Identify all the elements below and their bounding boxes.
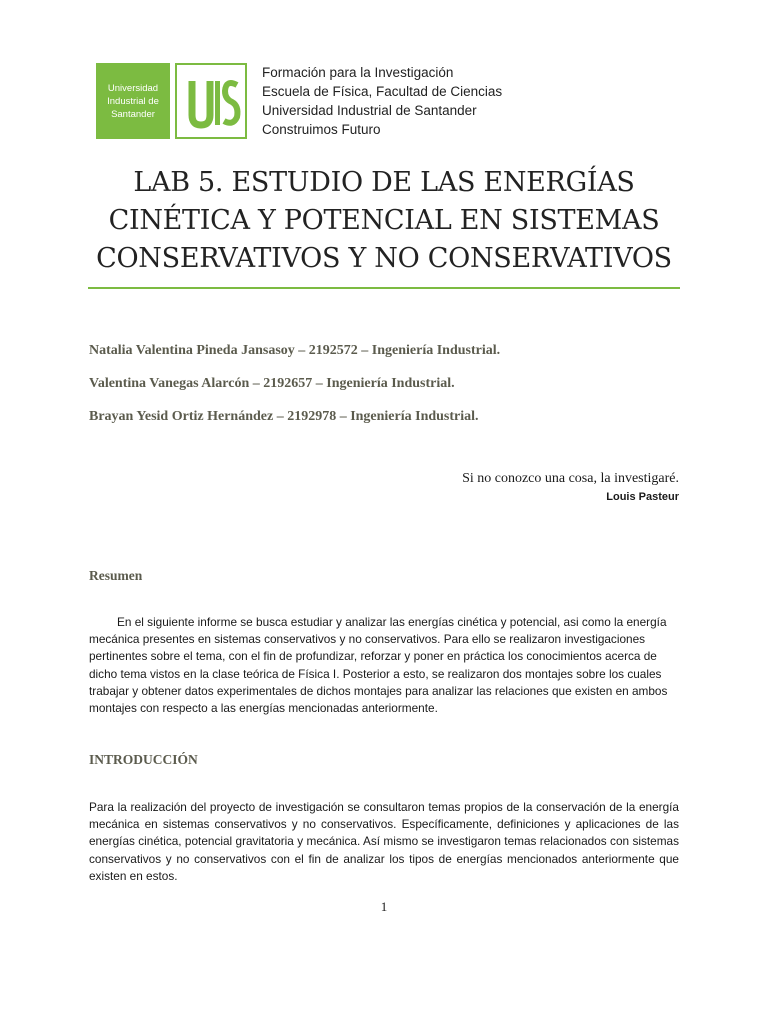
resumen-heading: Resumen <box>89 568 143 583</box>
introduccion-heading: INTRODUCCIÓN <box>89 752 198 767</box>
quote-author: Louis Pasteur <box>606 491 679 503</box>
title-divider <box>88 287 680 289</box>
header-line-2: Escuela de Física, Facultad de Ciencias <box>262 84 503 99</box>
header-line-3: Universidad Industrial de Santander <box>262 103 477 118</box>
author-3: Brayan Yesid Ortiz Hernández – 2192978 – Ingeniería Industrial. <box>89 409 479 424</box>
document-title <box>88 164 680 278</box>
introduccion-paragraph: Para la realización del proyecto de investigación se consultaron temas propios de la conservación de la energía mecánica en sistemas conservativos y no conservativos. Específicamente, definiciones y aplicaciones de las energías cinética, potencial gravitatoria y mecánica. Así mismo se investigaron temas relacionados con sistemas conservativos y no conservativos con el fin de analizar los tipos de energías mencionados anteriormente que existen en estos. <box>89 800 679 883</box>
author-list <box>89 343 500 442</box>
title-line-3: CONSERVATIVOS Y NO CONSERVATIVOS <box>96 243 672 274</box>
resumen-paragraph: En el siguiente informe se busca estudiar y analizar las energías cinética y potencial, asi como la energía mecánica presentes en sistemas conservativos y no conservativos. Para ello se realizaron investigaciones pertinentes sobre el tema, con el fin de profundizar, reforzar y poner en práctica los conocimientos acerca de dicho tema vistos en la clase teórica de Física I. Posterior a esto, se realizaron dos montajes sobre los cuales trabajar y obtener datos experimentales de dichos montajes para analizar las relaciones que existen en ambos montajes con respecto a las energías mencionadas anteriormente. <box>89 615 668 716</box>
epigraph <box>462 470 679 506</box>
page-number: 1 <box>380 899 388 914</box>
logo-text-line-2: Industrial de <box>107 95 159 107</box>
institution-header <box>262 63 502 139</box>
title-line-2: CINÉTICA Y POTENCIAL EN SISTEMAS <box>108 205 660 236</box>
header-line-1: Formación para la Investigación <box>262 65 454 80</box>
university-logo <box>96 63 170 139</box>
author-2: Valentina Vanegas Alarcón – 2192657 – Ingeniería Industrial. <box>89 376 455 391</box>
logo-text-line-1: Universidad <box>107 82 159 94</box>
author-1: Natalia Valentina Pineda Jansasoy – 2192572 – Ingeniería Industrial. <box>89 343 501 358</box>
quote-text: Si no conozco una cosa, la investigaré. <box>462 471 679 486</box>
title-line-1: LAB 5. ESTUDIO DE LAS ENERGÍAS <box>133 167 635 198</box>
header-line-4: Construimos Futuro <box>262 122 381 137</box>
uis-monogram-icon <box>175 63 247 139</box>
logo-text-line-3: Santander <box>111 108 155 120</box>
